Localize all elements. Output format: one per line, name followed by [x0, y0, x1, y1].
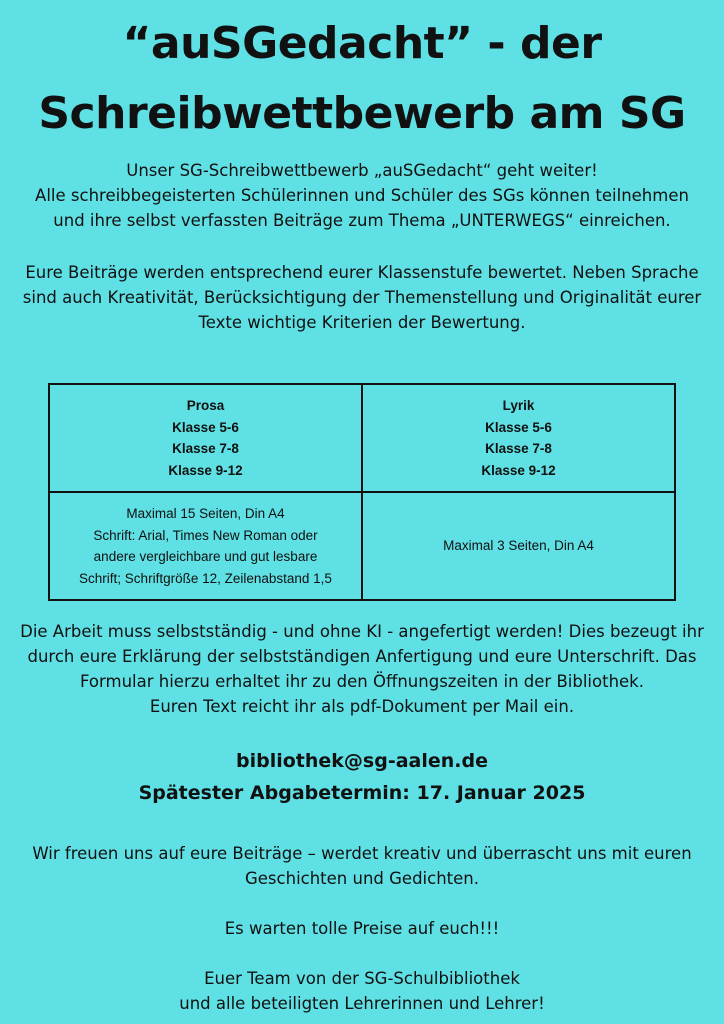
prosa-rule: Maximal 15 Seiten, Din A4 [126, 506, 285, 521]
deadline-text: Spätester Abgabetermin: 17. Januar 2025 [138, 782, 586, 804]
thanks-line: Geschichten und Gedichten. [245, 869, 479, 888]
lyrik-grade: Klasse 7-8 [485, 441, 552, 456]
intro-line: Alle schreibbegeisterten Schülerinnen und Schüler des SGs können teilnehmen [35, 186, 689, 205]
signoff-line: und alle beteiligten Lehrerinnen und Lehrer! [179, 994, 545, 1013]
contact-email[interactable]: bibliothek@sg-aalen.de [236, 750, 488, 772]
rules-line: Die Arbeit muss selbstständig - und ohne KI - angefertigt werden! Dies bezeugt ihr [20, 622, 704, 641]
prosa-label: Prosa [186, 398, 225, 413]
thanks-paragraph [0, 841, 724, 891]
criteria-line: Eure Beiträge werden entsprechend eurer Klassenstufe bewertet. Neben Sprache [25, 263, 699, 282]
page-title-line-1: “auSGedacht” - der [122, 18, 602, 69]
prosa-grade: Klasse 7-8 [172, 441, 239, 456]
rules-paragraph [0, 619, 724, 719]
rules-line: durch eure Erklärung der selbstständigen Anfertigung und eure Unterschrift. Das [27, 647, 697, 666]
lyrik-rule: Maximal 3 Seiten, Din A4 [443, 538, 594, 554]
prosa-rules-cell [49, 492, 362, 600]
intro-line: und ihre selbst verfassten Beiträge zum Thema „UNTERWEGS“ einreichen. [53, 211, 671, 230]
page-title-line-2: Schreibwettbewerb am SG [38, 88, 686, 139]
lyrik-grade: Klasse 5-6 [485, 419, 552, 435]
prizes-text [0, 916, 724, 941]
table-header-row [49, 384, 675, 492]
prizes-line: Es warten tolle Preise auf euch!!! [224, 919, 500, 938]
lyrik-grade: Klasse 9-12 [481, 462, 556, 478]
prosa-header-cell [49, 384, 362, 492]
prosa-rule: Schrift: Arial, Times New Roman oder [93, 527, 318, 543]
criteria-paragraph [0, 260, 724, 335]
signoff-line: Euer Team von der SG-Schulbibliothek [204, 969, 520, 988]
lyrik-rules-cell [362, 492, 675, 600]
thanks-line: Wir freuen uns auf eure Beiträge – werdet kreativ und überrascht uns mit euren [32, 844, 692, 863]
prosa-rule: Schrift; Schriftgröße 12, Zeilenabstand 1,5 [79, 570, 332, 586]
prosa-rule: andere vergleichbare und gut lesbare [93, 549, 318, 564]
lyrik-header-cell [362, 384, 675, 492]
intro-paragraph [0, 158, 724, 233]
signoff-paragraph [0, 966, 724, 1016]
requirements-table [48, 383, 676, 601]
criteria-line: sind auch Kreativität, Berücksichtigung der Themenstellung und Originalität eurer [22, 288, 702, 307]
rules-line: Euren Text reicht ihr als pdf-Dokument per Mail ein. [149, 697, 575, 716]
rules-line: Formular hierzu erhaltet ihr zu den Öffnungszeiten in der Bibliothek. [80, 672, 644, 691]
prosa-grade: Klasse 9-12 [168, 462, 243, 478]
intro-line: Unser SG-Schreibwettbewerb „auSGedacht“ geht weiter! [126, 161, 598, 180]
table-row [49, 492, 675, 600]
prosa-grade: Klasse 5-6 [172, 419, 239, 435]
criteria-line: Texte wichtige Kriterien der Bewertung. [198, 313, 526, 332]
lyrik-label: Lyrik [502, 398, 535, 413]
